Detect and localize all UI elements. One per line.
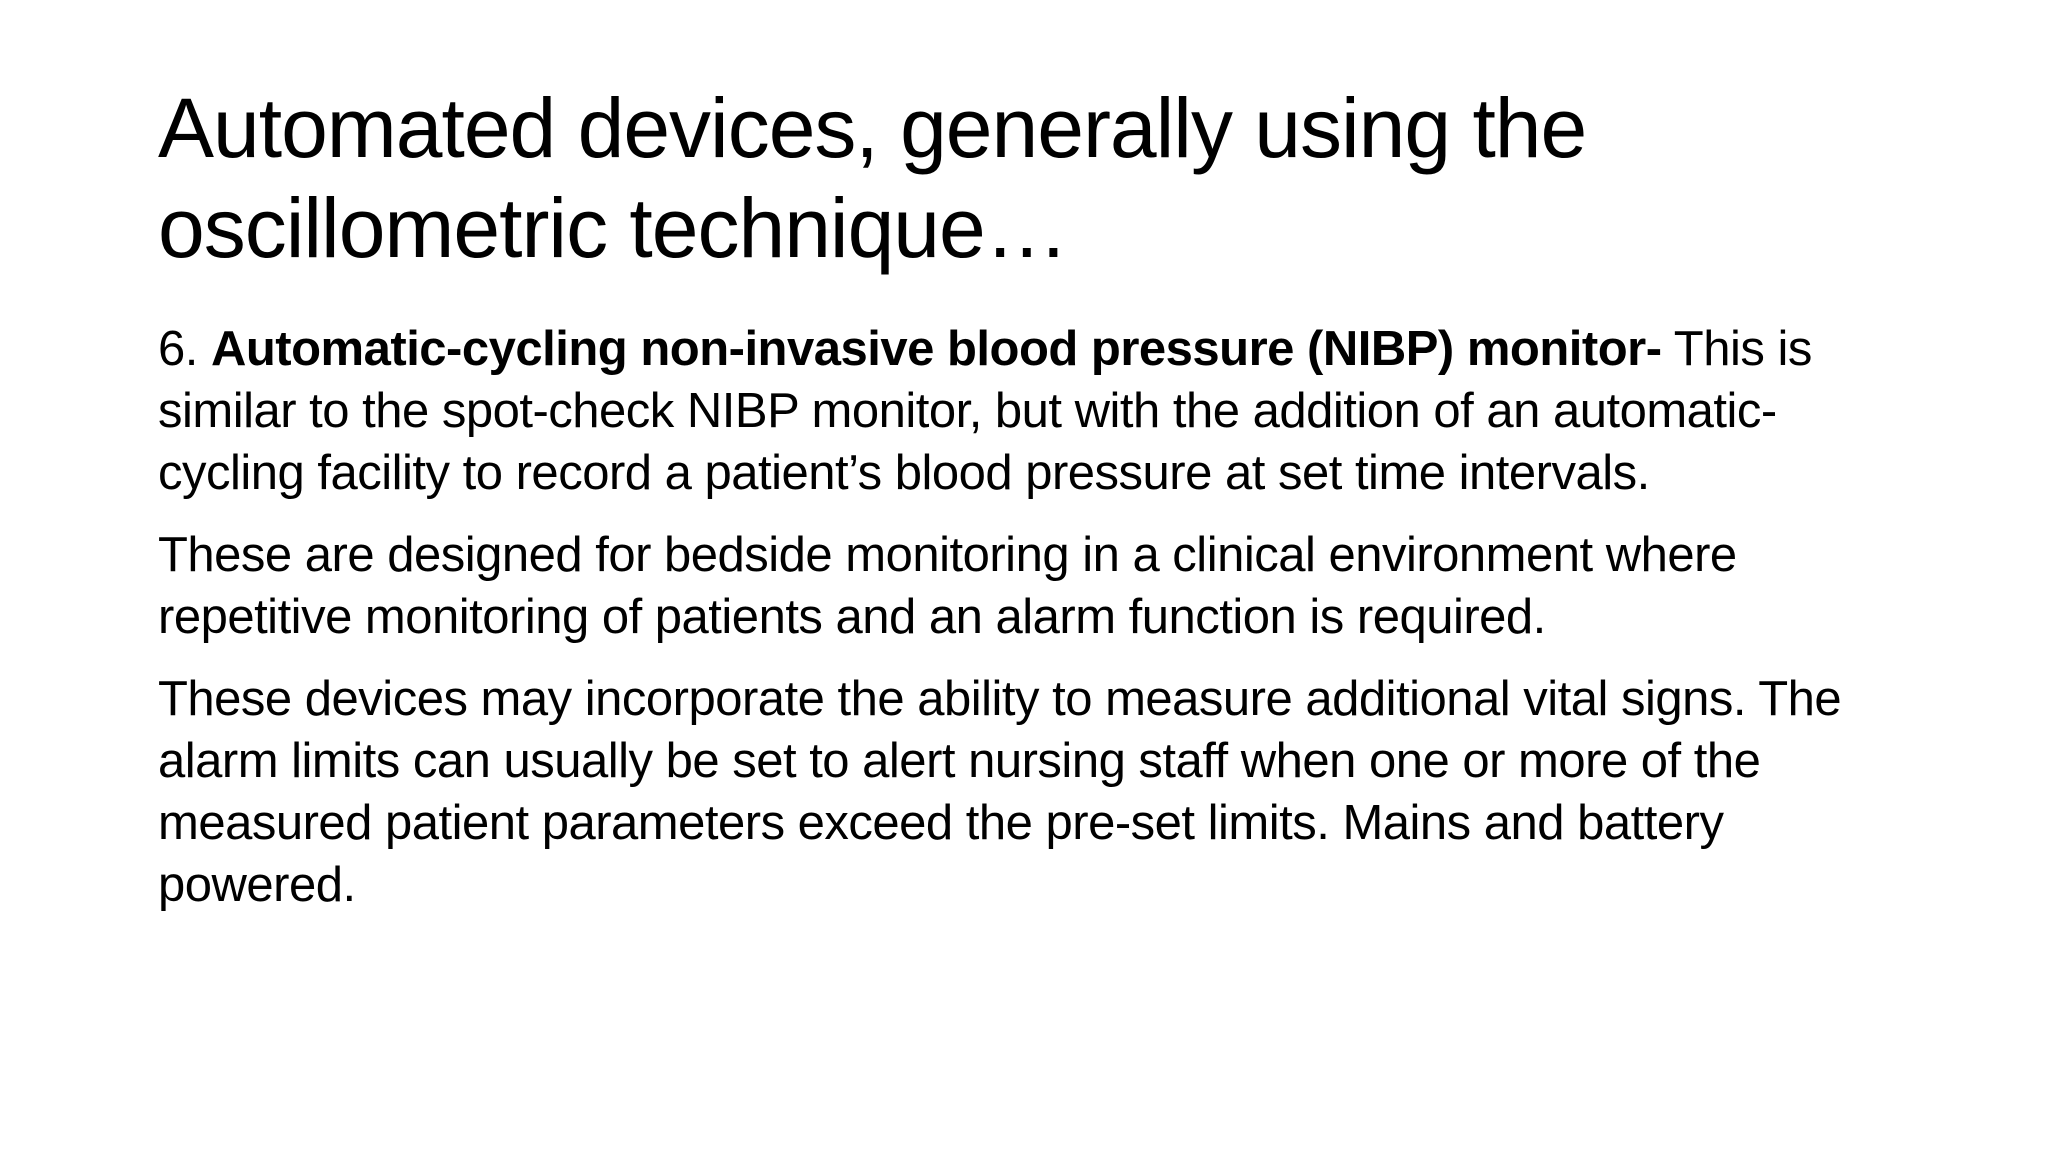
paragraph-vital-signs: These devices may incorporate the ability to measure additional vital signs. The alarm limits can usually be set to alert nursing staff when one or more of the measured patient parameters exceed the pre-set limits. Mains and battery powered.	[158, 672, 1842, 912]
paragraph-bedside-monitoring: These are designed for bedside monitoring in a clinical environment where repetitive monitoring of patients and an alarm function is required.	[158, 528, 1737, 644]
slide-title: Automated devices, generally using the oscillometric technique…	[158, 81, 1587, 275]
item-number: 6.	[158, 322, 211, 376]
paragraph-nibp-monitor	[158, 318, 1918, 504]
device-description: This is similar to the spot-check NIBP monitor, but with the addition of an automatic-cycling facility to record a patient’s blood pressure at set time intervals.	[158, 322, 1812, 500]
slide-body	[158, 318, 1918, 936]
device-name-bold: Automatic-cycling non-invasive blood pressure (NIBP) monitor-	[210, 322, 1662, 376]
